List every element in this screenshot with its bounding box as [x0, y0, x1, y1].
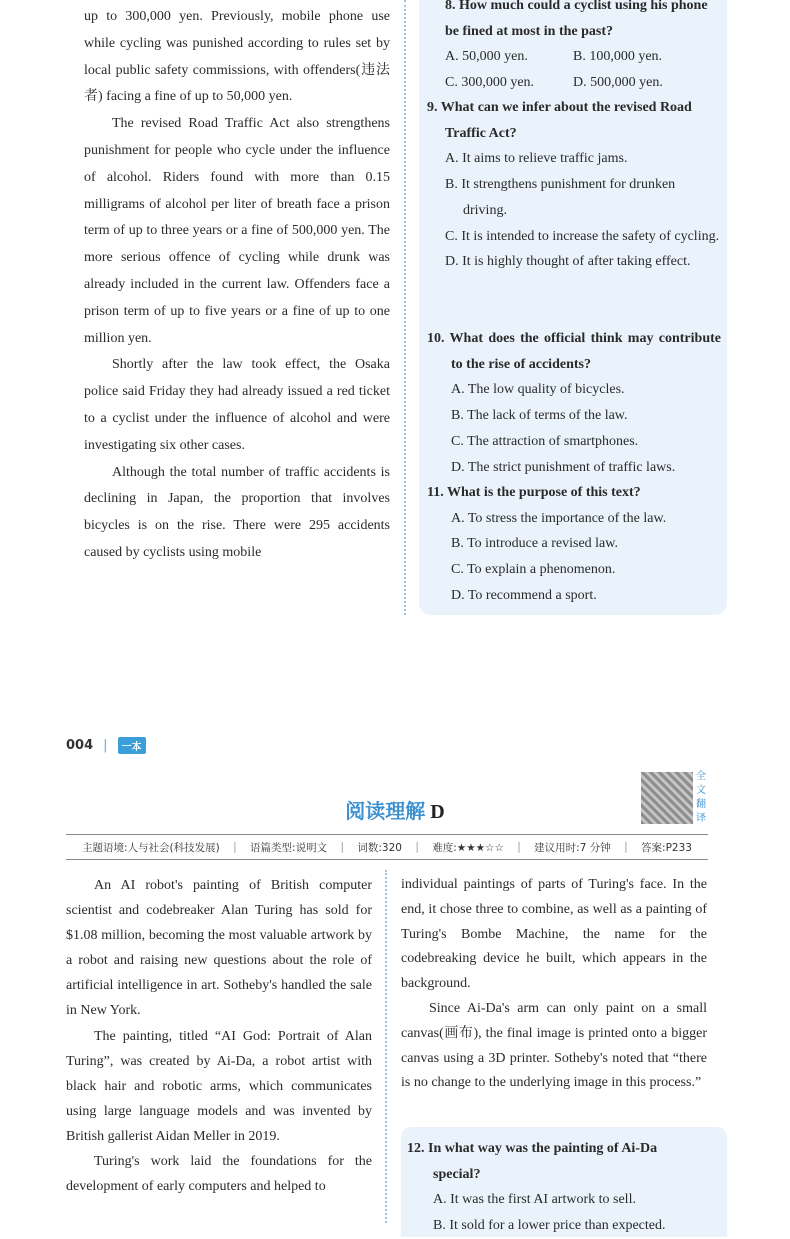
paragraph: individual paintings of parts of Turing's face. In the end, it chose three to combine, as well as a painting of Turing's Bombe Machine, the name for the codebreaking device he built, which appears in the background.: [401, 877, 707, 992]
meta-genre: 语篇类型:说明文: [250, 841, 328, 854]
option-c[interactable]: C. The attraction of smartphones.: [451, 433, 639, 449]
option-b[interactable]: B. 100,000 yen.: [573, 49, 663, 65]
option-c[interactable]: C. It is intended to increase the safety of cycling.: [445, 228, 720, 244]
meta-words: 词数:320: [357, 841, 402, 854]
option-a[interactable]: A. It aims to relieve traffic jams.: [445, 151, 628, 167]
option-c[interactable]: C. 300,000 yen.: [445, 75, 535, 91]
option-b[interactable]: B. It sold for a lower price than expected.: [433, 1218, 666, 1234]
option-c[interactable]: C. To explain a phenomenon.: [451, 562, 616, 578]
passage-d-left-column: [66, 873, 372, 1199]
meta-theme: 主题语境:人与社会(科技发展): [82, 841, 220, 854]
question-11: [427, 480, 721, 609]
question-12: [407, 1136, 701, 1239]
paragraph: Turing's work laid the foundations for the development of early computers and helped to: [66, 1154, 372, 1195]
option-a[interactable]: A. 50,000 yen.: [445, 49, 528, 65]
option-a[interactable]: A. To stress the importance of the law.: [451, 510, 667, 526]
paragraph: Shortly after the law took effect, the Osaka police said Friday they had already issued a red ticket to a cyclist under the influence of alcohol and were investigating six other cases.: [84, 357, 390, 453]
qr-label: 全 文 翻 译: [696, 771, 706, 824]
question-8: [445, 0, 721, 96]
question-stem: 11. What is the purpose of this text?: [427, 485, 641, 500]
paragraph: Since Ai-Da's arm can only paint on a small canvas(画布), the final image is printed onto a bigger canvas using a 3D printer. Sotheby's noted that “there is no change to the underlying image in this process.”: [401, 1000, 707, 1091]
column-divider: [385, 870, 387, 1223]
meta-difficulty: 难度:★★★☆☆: [432, 841, 504, 854]
passage-d-right-column: [401, 873, 707, 1096]
paragraph: An AI robot's painting of British computer scientist and codebreaker Alan Turing has sold for $1.08 million, becoming the most valuable artwork by a robot and raising new questions about the role of artificial intelligence in art. Sotheby's handled the sale in New York.: [66, 878, 372, 1019]
paragraph: The painting, titled “AI God: Portrait of Alan Turing”, was created by Ai-Da, a robot artist with black hair and robotic arms, which communicates using large language models and was invented by British gallerist Aidan Meller in 2019.: [66, 1028, 372, 1144]
page-header: [66, 737, 146, 754]
option-b[interactable]: B. It strengthens punishment for drunken driving.: [445, 177, 676, 218]
option-b[interactable]: B. The lack of terms of the law.: [451, 408, 628, 424]
option-b[interactable]: B. To introduce a revised law.: [451, 536, 618, 552]
option-d[interactable]: D. 500,000 yen.: [573, 75, 663, 91]
question-stem: 8. How much could a cyclist using his phone be fined at most in the past?: [445, 0, 708, 39]
header-separator: |: [103, 738, 108, 753]
passage-left-column: [84, 4, 390, 567]
option-a[interactable]: A. It was the first AI artwork to sell.: [433, 1192, 636, 1208]
section-title-letter: D: [430, 801, 445, 823]
question-9: [427, 95, 721, 275]
option-a[interactable]: A. The low quality of bicycles.: [451, 382, 625, 398]
meta-time: 建议用时:7 分钟: [534, 841, 611, 854]
question-stem: 9. What can we infer about the revised Road Traffic Act?: [427, 100, 692, 141]
option-d[interactable]: D. To recommend a sport.: [451, 587, 597, 603]
paragraph: Although the total number of traffic accidents is declining in Japan, the proportion that involves bicycles is on the rise. There were 295 accidents caused by cyclists using mobile: [84, 464, 390, 560]
question-10: [427, 326, 721, 480]
page-number: 004: [66, 738, 94, 753]
paragraph: The revised Road Traffic Act also strengthens punishment for people who cycle under the influence of alcohol. Riders found with more than 0.15 milligrams of alcohol per liter of breath face a prison term of up to three years or a fine of 500,000 yen. The more serious offence of cycling while drunk was already included in the current law. Offenders face a prison term of up to five years or a fine of up to one million yen.: [84, 116, 390, 346]
option-d[interactable]: D. It is highly thought of after taking effect.: [445, 254, 691, 270]
question-stem: 10. What does the official think may contribute to the rise of accidents?: [427, 331, 721, 372]
option-d[interactable]: D. The strict punishment of traffic laws.: [451, 459, 676, 475]
column-divider: [404, 0, 406, 615]
meta-answer: 答案:P233: [641, 841, 692, 854]
passage-meta-bar: 主题语境:人与社会(科技发展) | 语篇类型:说明文 | 词数:320 | 难度:★★★☆☆ | 建议用时:7 分钟 | 答案:P233: [66, 834, 708, 860]
paragraph: up to 300,000 yen. Previously, mobile phone use while cycling was punished according to rules set by local public safety commissions, with offenders(违法者) facing a fine of up to 50,000 yen.: [84, 9, 390, 105]
brand-logo: 一本: [118, 737, 146, 754]
qr-code-icon[interactable]: [641, 772, 693, 824]
section-title-cn: 阅读理解: [345, 801, 426, 823]
question-stem: 12. In what way was the painting of Ai-Da special?: [407, 1141, 658, 1182]
